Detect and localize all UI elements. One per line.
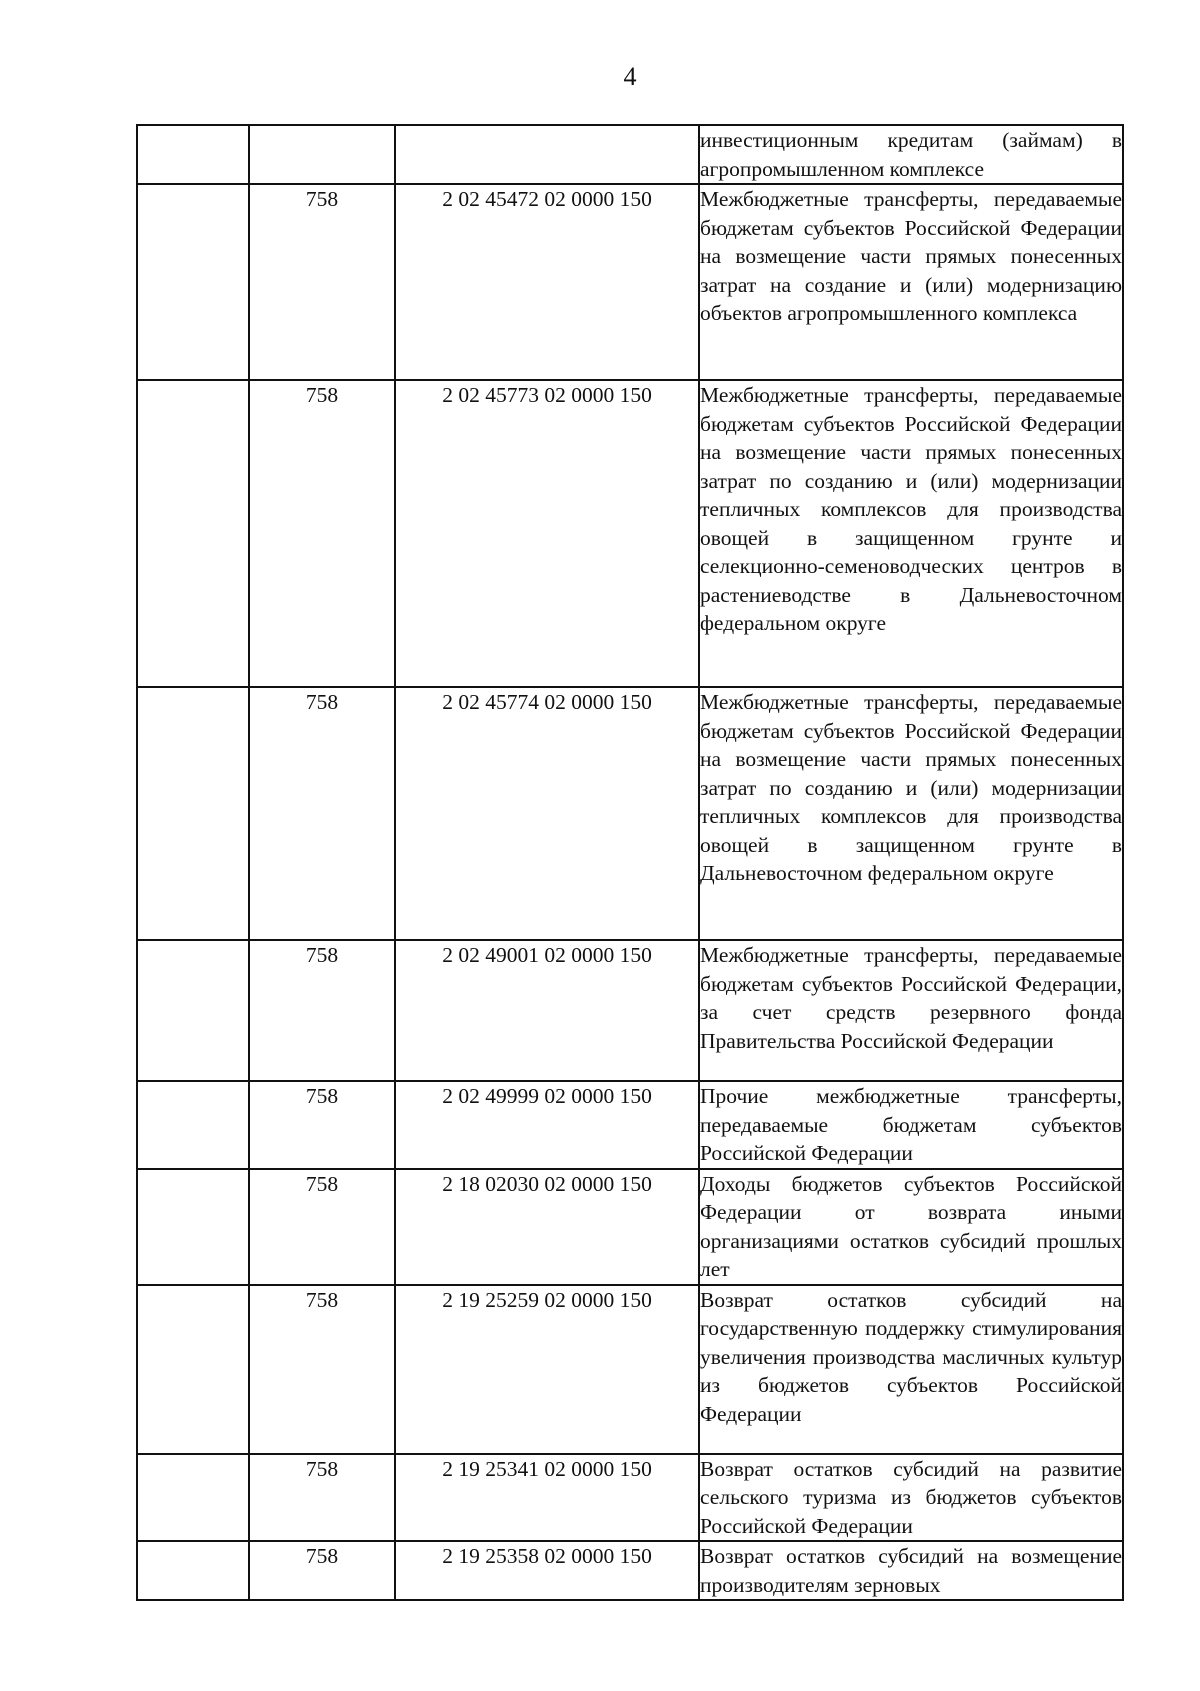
empty-cell	[137, 1454, 249, 1542]
description-cell: Возврат остатков субсидий на государственную поддержку стимулирования увеличения производства масличных культур из бюджетов субъектов Российской Федерации	[699, 1285, 1123, 1454]
description-cell: Возврат остатков субсидий на развитие сельского туризма из бюджетов субъектов Российской Федерации	[699, 1454, 1123, 1542]
admin-code-cell: 758	[249, 940, 395, 1081]
description-cell: Межбюджетные трансферты, передаваемые бюджетам субъектов Российской Федерации на возмещение части прямых понесенных затрат по созданию и (или) модернизации тепличных комплексов для производства овощей в защищенном грунте и селекционно-семеноводческих центров в растениеводстве в Дальневосточном федеральном округе	[699, 380, 1123, 687]
table-row	[137, 1169, 1123, 1285]
revenue-code-cell: 2 02 45773 02 0000 150	[395, 380, 699, 687]
table-row	[137, 1454, 1123, 1542]
description-cell: Межбюджетные трансферты, передаваемые бюджетам субъектов Российской Федерации, за счет средств резервного фонда Правительства Российской Федерации	[699, 940, 1123, 1081]
admin-code-cell: 758	[249, 1285, 395, 1454]
revenue-code-cell: 2 02 49001 02 0000 150	[395, 940, 699, 1081]
admin-code-cell: 758	[249, 1454, 395, 1542]
admin-code-cell: 758	[249, 1541, 395, 1600]
empty-cell	[137, 1169, 249, 1285]
admin-code-cell: 758	[249, 687, 395, 940]
empty-cell	[137, 940, 249, 1081]
description-cell: Прочие межбюджетные трансферты, передаваемые бюджетам субъектов Российской Федерации	[699, 1081, 1123, 1169]
revenue-code-cell: 2 02 45774 02 0000 150	[395, 687, 699, 940]
revenue-code-cell: 2 19 25341 02 0000 150	[395, 1454, 699, 1542]
admin-code-cell: 758	[249, 1169, 395, 1285]
admin-code-cell: 758	[249, 380, 395, 687]
admin-code-cell: 758	[249, 1081, 395, 1169]
revenue-code-cell: 2 02 49999 02 0000 150	[395, 1081, 699, 1169]
description-cell: инвестиционным кредитам (займам) в агропромышленном комплексе	[699, 125, 1123, 184]
revenue-code-cell: 2 19 25259 02 0000 150	[395, 1285, 699, 1454]
table-row	[137, 1081, 1123, 1169]
budget-revenue-table	[136, 124, 1124, 1601]
admin-code-cell: 758	[249, 184, 395, 380]
table-row	[137, 125, 1123, 184]
description-cell: Межбюджетные трансферты, передаваемые бюджетам субъектов Российской Федерации на возмещение части прямых понесенных затрат по созданию и (или) модернизации тепличных комплексов для производства овощей в защищенном грунте в Дальневосточном федеральном округе	[699, 687, 1123, 940]
empty-cell	[137, 1285, 249, 1454]
empty-cell	[137, 1081, 249, 1169]
empty-cell	[137, 125, 249, 184]
empty-cell	[137, 1541, 249, 1600]
page-number: 4	[623, 62, 637, 91]
revenue-code-cell: 2 02 45472 02 0000 150	[395, 184, 699, 380]
admin-code-cell	[249, 125, 395, 184]
empty-cell	[137, 380, 249, 687]
table-row	[137, 940, 1123, 1081]
revenue-code-cell	[395, 125, 699, 184]
revenue-code-cell: 2 18 02030 02 0000 150	[395, 1169, 699, 1285]
table-row	[137, 184, 1123, 380]
description-cell: Межбюджетные трансферты, передаваемые бюджетам субъектов Российской Федерации на возмещение части прямых понесенных затрат на создание и (или) модернизацию объектов агропромышленного комплекса	[699, 184, 1123, 380]
table-row	[137, 1285, 1123, 1454]
description-cell: Возврат остатков субсидий на возмещение производителям зерновых	[699, 1541, 1123, 1600]
revenue-code-cell: 2 19 25358 02 0000 150	[395, 1541, 699, 1600]
description-cell: Доходы бюджетов субъектов Российской Федерации от возврата иными организациями остатков субсидий прошлых лет	[699, 1169, 1123, 1285]
empty-cell	[137, 687, 249, 940]
table-row	[137, 380, 1123, 687]
empty-cell	[137, 184, 249, 380]
table-row	[137, 1541, 1123, 1600]
table-row	[137, 687, 1123, 940]
